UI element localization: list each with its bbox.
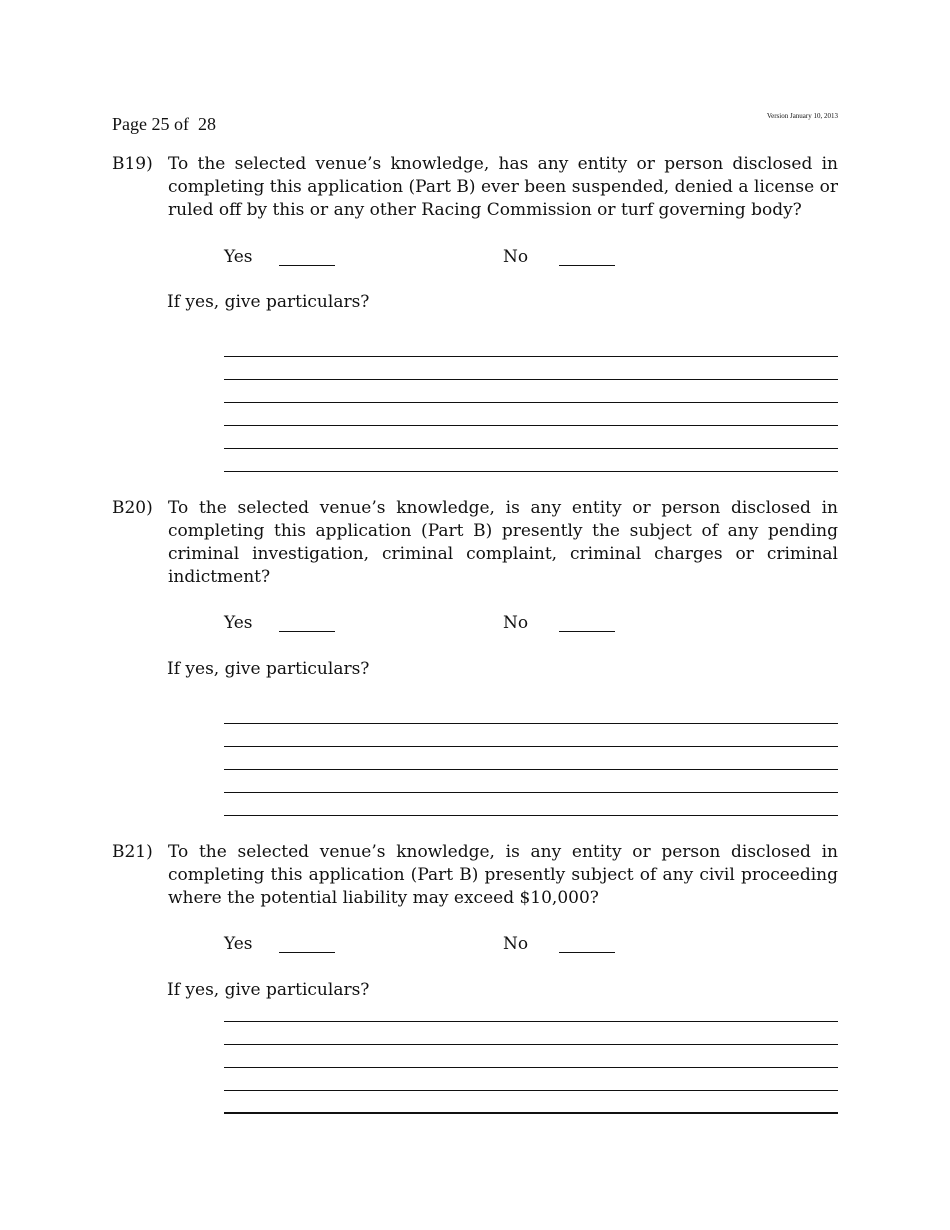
question-text: To the selected venue’s knowledge, is any entity or person disclosed in completing this application (Part B) presently the subject of any pending criminal investigation, criminal complaint, criminal charges or criminal indictment?: [168, 498, 838, 587]
particulars-line[interactable]: [224, 815, 838, 816]
particulars-line[interactable]: [224, 1067, 838, 1068]
yes-answer-blank[interactable]: [279, 265, 335, 266]
page-number: Page 25 of 28: [112, 114, 216, 134]
particulars-line[interactable]: [224, 402, 838, 403]
question-number: B19): [112, 154, 153, 174]
particulars-prompt: If yes, give particulars?: [167, 659, 370, 679]
question-number: B21): [112, 842, 153, 862]
question-b20: [112, 497, 838, 589]
yes-label: Yes: [224, 247, 253, 267]
no-label: No: [503, 934, 529, 954]
question-text: To the selected venue’s knowledge, has any entity or person disclosed in completing this application (Part B) ever been suspended, denied a license or ruled off by this or any other Racing Commission or turf governing body?: [168, 154, 838, 220]
particulars-line[interactable]: [224, 471, 838, 472]
particulars-line[interactable]: [224, 1112, 838, 1114]
particulars-line[interactable]: [224, 769, 838, 770]
particulars-line[interactable]: [224, 356, 838, 357]
yes-label: Yes: [224, 613, 253, 633]
yes-label: Yes: [224, 934, 253, 954]
particulars-prompt: If yes, give particulars?: [167, 292, 370, 312]
particulars-line[interactable]: [224, 792, 838, 793]
question-b19: [112, 153, 838, 223]
particulars-prompt: If yes, give particulars?: [167, 980, 370, 1000]
yes-answer-blank[interactable]: [279, 631, 335, 632]
particulars-line[interactable]: [224, 1090, 838, 1091]
particulars-line[interactable]: [224, 1021, 838, 1022]
version-label: Version January 10, 2013: [766, 112, 838, 120]
particulars-line[interactable]: [224, 425, 838, 426]
question-text: To the selected venue’s knowledge, is any entity or person disclosed in completing this application (Part B) presently subject of any civil proceeding where the potential liability may exceed $10,000?: [168, 842, 838, 908]
question-number: B20): [112, 498, 153, 518]
no-label: No: [503, 613, 529, 633]
no-label: No: [503, 247, 529, 267]
particulars-line[interactable]: [224, 448, 838, 449]
no-answer-blank[interactable]: [559, 631, 615, 632]
no-answer-blank[interactable]: [559, 265, 615, 266]
question-b21: [112, 841, 838, 911]
particulars-line[interactable]: [224, 723, 838, 724]
particulars-line[interactable]: [224, 379, 838, 380]
no-answer-blank[interactable]: [559, 952, 615, 953]
yes-answer-blank[interactable]: [279, 952, 335, 953]
particulars-line[interactable]: [224, 746, 838, 747]
particulars-line[interactable]: [224, 1044, 838, 1045]
